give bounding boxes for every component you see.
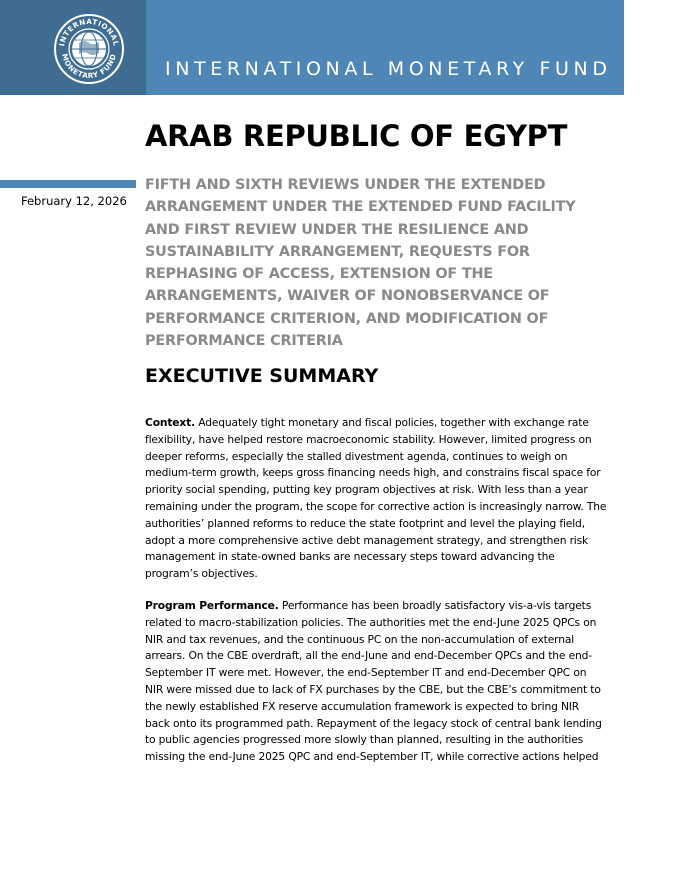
imf-seal-icon — [53, 13, 125, 85]
paragraph-lead: Program Performance. — [145, 599, 279, 612]
svg-text:INTERNATIONAL: INTERNATIONAL — [57, 16, 121, 47]
paragraph-program-performance — [145, 598, 607, 765]
paragraph-context — [145, 415, 607, 583]
paragraph-text: Adequately tight monetary and fiscal policies, together with exchange rate flexibility, have helped restore macroeconomic stability. However, limited progress on deeper reforms, especially the stalled divestment agenda, continues to weigh on medium-term growth, keeps gross financing needs high, and constrains fiscal space for priority social spending, putting key program objectives at risk. With less than a year remaining under the program, the scope for corrective action is increasingly narrow. The authorities’ planned reforms to reduce the state footprint and level the playing field, adopt a more comprehensive active debt management strategy, and strengthen risk management in state-owned banks are necessary steps toward advancing the program’s objectives. — [145, 416, 607, 581]
document-title: ARAB REPUBLIC OF EGYPT — [145, 119, 568, 153]
banner-left — [0, 0, 146, 95]
svg-text:MONETARY FUND: MONETARY FUND — [60, 52, 118, 81]
section-heading: EXECUTIVE SUMMARY — [145, 365, 379, 387]
date-accent-bar — [0, 180, 136, 188]
banner-right — [146, 0, 624, 95]
organization-name: INTERNATIONAL MONETARY FUND — [165, 58, 612, 80]
document-date: February 12, 2026 — [21, 194, 127, 208]
document-subtitle: FIFTH AND SIXTH REVIEWS UNDER THE EXTENDED ARRANGEMENT UNDER THE EXTENDED FUND FACILITY AND FIRST REVIEW UNDER THE RESILIENCE AND SUSTAINABILITY ARRANGEMENT, REQUESTS FOR REPHASING OF ACCESS, EXTENSION OF THE ARRANGEMENTS, WAIVER OF NONOBSERVANCE OF PERFORMANCE CRITERION, AND MODIFICATION OF PERFORMANCE CRITERIA — [145, 177, 576, 350]
paragraph-lead: Context. — [145, 416, 196, 429]
paragraph-text: Performance has been broadly satisfactory vis-a-vis targets related to macro-stabilization policies. The authorities met the end-June 2025 QPCs on NIR and tax revenues, and the continuous PC on the non-accumulation of external arrears. On the CBE overdraft, all the end-June and end-December QPCs and the end-September IT were met. However, the end-September IT and end-December QPC on NIR were missed due to lack of FX purchases by the CBE, but the CBE’s commitment to the newly established FX reserve accumulation framework is expected to bring NIR back onto its programmed path. Repayment of the legacy stock of central bank lending to public agencies progressed more slowly than planned, resulting in the authorities missing the end-June 2025 QPC and end-September IT, while corrective actions helped — [145, 599, 602, 764]
